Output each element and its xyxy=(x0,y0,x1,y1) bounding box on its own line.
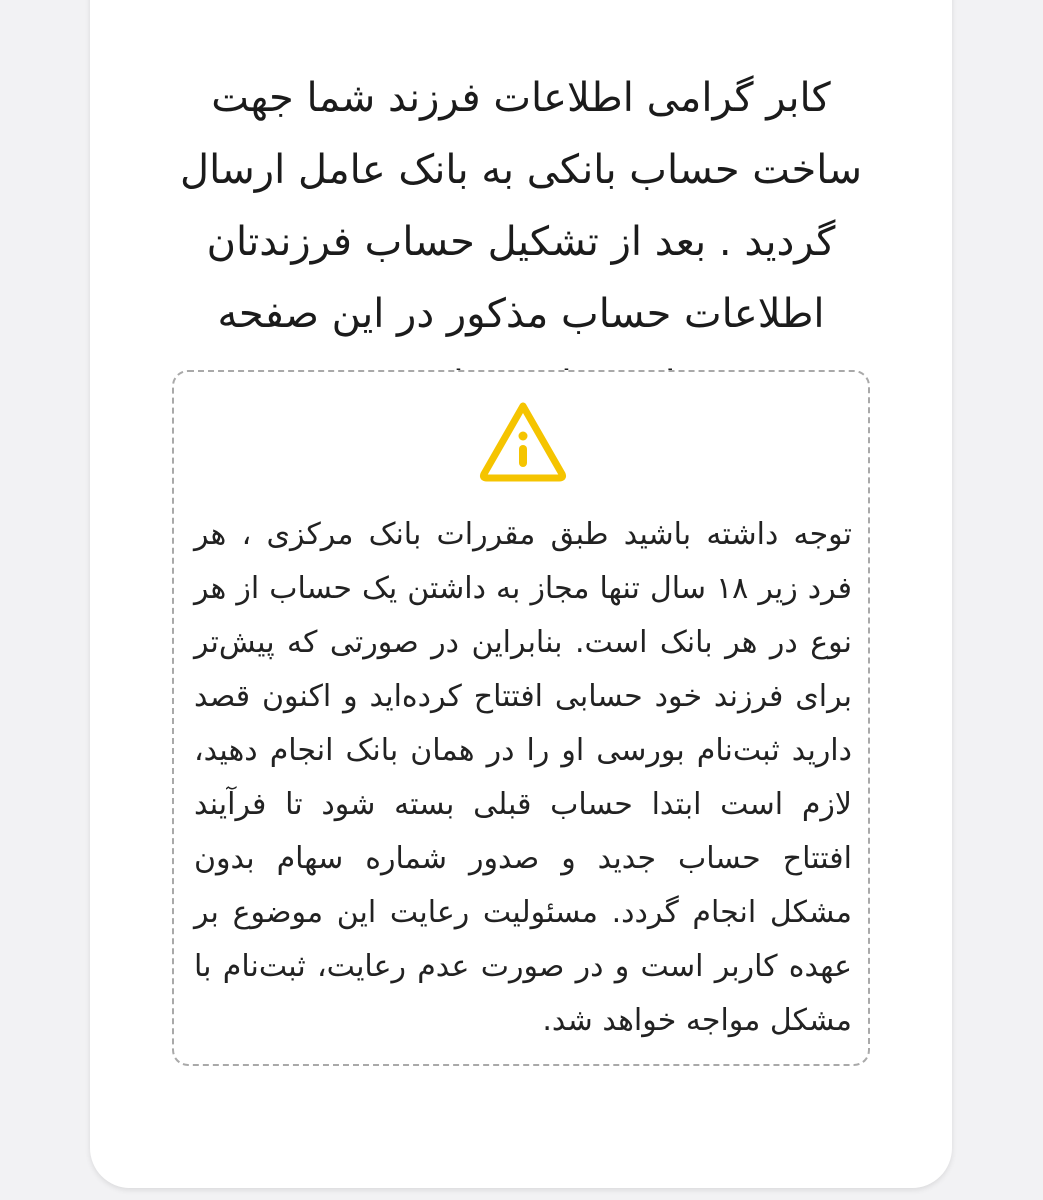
status-message: کابر گرامی اطلاعات فرزند شما جهت ساخت حساب بانکی به بانک عامل ارسال گردید . بعد از تشکیل حساب فرزندتان اطلاعات حساب مذکور در این صفحه xyxy=(180,75,862,337)
warning-notice-box xyxy=(172,370,870,1066)
warning-notice-text: توجه داشته باشید طبق مقررات بانک مرکزی ، هر فرد زیر ۱۸ سال تنها مجاز به داشتن یک حساب از هر نوع در هر بانک است. بنابراین در صورتی که پیش‌تر برای فرزند خود حسابی افتتاح کرده‌اید و اکنون قصد دارید ثبت‌نام بورسی او را در همان بانک انجام دهید، لازم است ابتدا حساب قبلی بسته شود تا فرآیند افتتاح حساب جدید و صدور شماره سهام بدون مشکل انجام گردد. مسئولیت رعایت این موضوع بر عهده کاربر است و در صورت عدم رعایت، ثبت‌نام با مشکل مواجه خواهد شد. xyxy=(194,517,853,1038)
warning-info-icon xyxy=(478,400,568,482)
